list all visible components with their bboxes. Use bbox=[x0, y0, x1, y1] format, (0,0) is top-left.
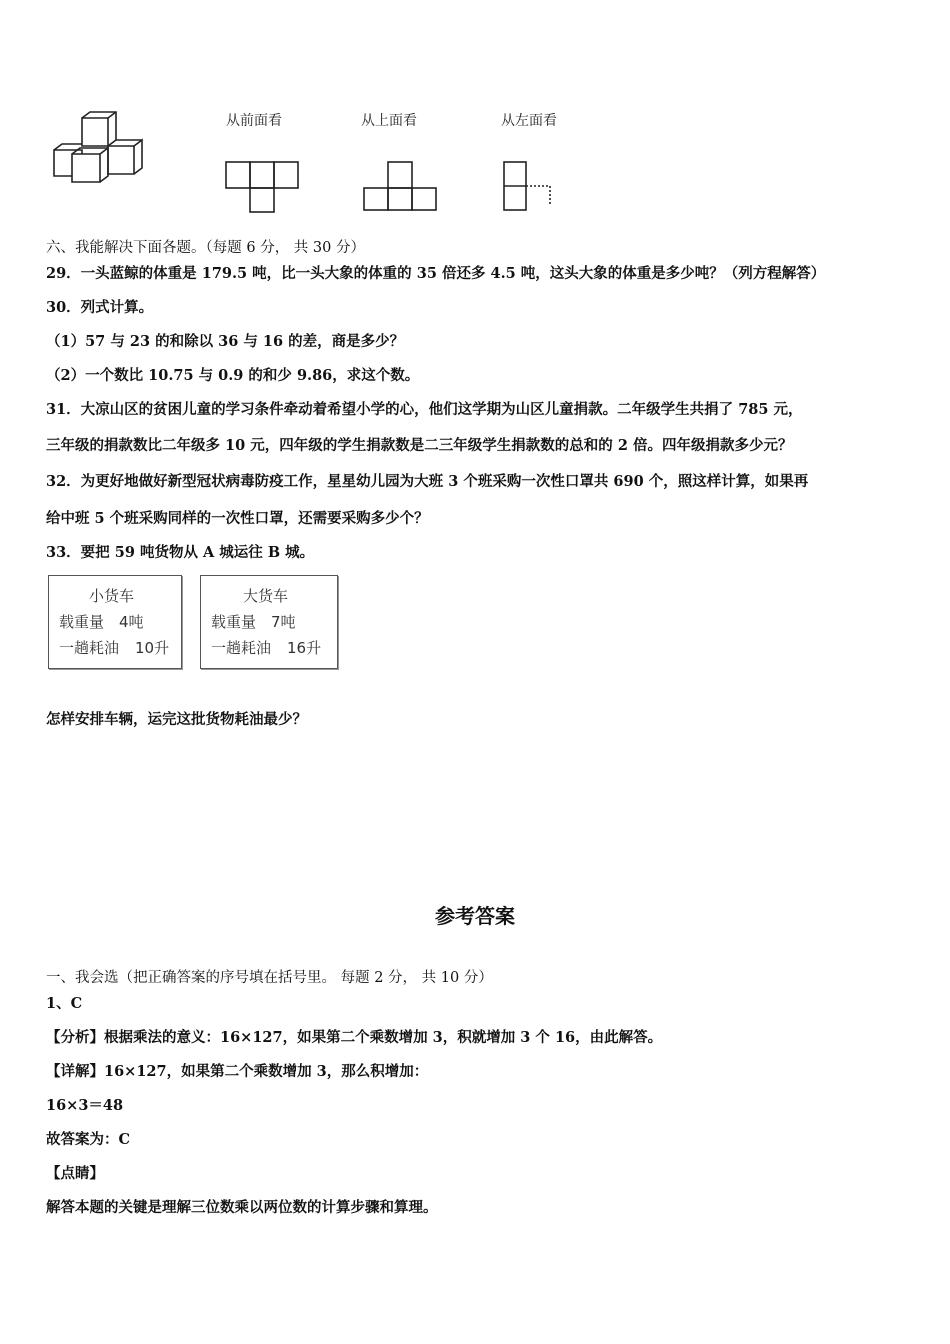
big-truck-fuel-value: 16升 bbox=[287, 639, 322, 657]
question-32-line1: 32．为更好地做好新型冠状病毒防疫工作，星星幼儿园为大班 3 个班采购一次性口罩共 690 个，照这样计算，如果再 bbox=[46, 473, 809, 490]
question-30-part1: （1）57 与 23 的和除以 36 与 16 的差，商是多少？ bbox=[46, 333, 405, 350]
cube-figure bbox=[52, 110, 152, 190]
answer-comment-label: 【点睛】 bbox=[46, 1165, 104, 1182]
answer-conclusion: 故答案为：C bbox=[46, 1131, 131, 1148]
question-29: 29．一头蓝鲸的体重是 179.5 吨，比一头大象的体重的 35 倍还多 4.5 吨，这头大象的体重是多少吨？（列方程解答） bbox=[46, 265, 826, 282]
question-33: 33．要把 59 吨货物从 A 城运往 B 城。 bbox=[46, 544, 315, 561]
big-truck-title: 大货车 bbox=[243, 587, 289, 605]
answers-title: 参考答案 bbox=[435, 904, 515, 928]
small-truck-load-label: 载重量 bbox=[59, 613, 105, 631]
question-31-line2: 三年级的捐款数比二年级多 10 元，四年级的学生捐款数是二三年级学生捐款数的总和的 2 倍。四年级捐款多少元？ bbox=[46, 437, 793, 454]
answer-analysis: 【分析】根据乘法的意义：16×127，如果第二个乘数增加 3，积就增加 3 个 16，由此解答。 bbox=[46, 1029, 663, 1046]
front-view-figure bbox=[224, 160, 304, 212]
answers-section1-heading: 一、我会选（把正确答案的序号填在括号里。 每题 2 分， 共 10 分） bbox=[46, 970, 493, 986]
small-truck-fuel-value: 10升 bbox=[135, 639, 170, 657]
left-view-label: 从左面看 bbox=[501, 113, 557, 129]
section6-heading: 六、我能解决下面各题。（每题 6 分， 共 30 分） bbox=[46, 240, 365, 256]
question-31-line1: 31．大凉山区的贫困儿童的学习条件牵动着希望小学的心，他们这学期为山区儿童捐款。二年级学生共捐了 785 元， bbox=[46, 401, 803, 418]
top-view-label: 从上面看 bbox=[361, 113, 417, 129]
big-truck-card bbox=[200, 575, 338, 669]
answer-comment: 解答本题的关键是理解三位数乘以两位数的计算步骤和算理。 bbox=[46, 1199, 438, 1216]
top-view-figure bbox=[362, 160, 442, 212]
small-truck-title: 小货车 bbox=[89, 587, 135, 605]
big-truck-fuel-label: 一趟耗油 bbox=[211, 639, 272, 657]
answer-item-1: 1、C bbox=[46, 995, 83, 1012]
big-truck-load-value: 7吨 bbox=[271, 613, 296, 631]
question-33-prompt: 怎样安排车辆，运完这批货物耗油最少？ bbox=[46, 711, 307, 728]
question-30: 30．列式计算。 bbox=[46, 299, 154, 316]
small-truck-fuel-label: 一趟耗油 bbox=[59, 639, 120, 657]
left-view-figure bbox=[502, 160, 562, 212]
question-32-line2: 给中班 5 个班采购同样的一次性口罩，还需要采购多少个？ bbox=[46, 510, 429, 527]
front-view-label: 从前面看 bbox=[226, 113, 282, 129]
question-30-part2: （2）一个数比 10.75 与 0.9 的和少 9.86，求这个数。 bbox=[46, 367, 420, 384]
answer-detail: 【详解】16×127，如果第二个乘数增加 3，那么积增加： bbox=[46, 1063, 429, 1080]
small-truck-load-value: 4吨 bbox=[119, 613, 144, 631]
big-truck-load-label: 载重量 bbox=[211, 613, 257, 631]
answer-calc: 16×3＝48 bbox=[46, 1097, 124, 1114]
small-truck-card bbox=[48, 575, 182, 669]
